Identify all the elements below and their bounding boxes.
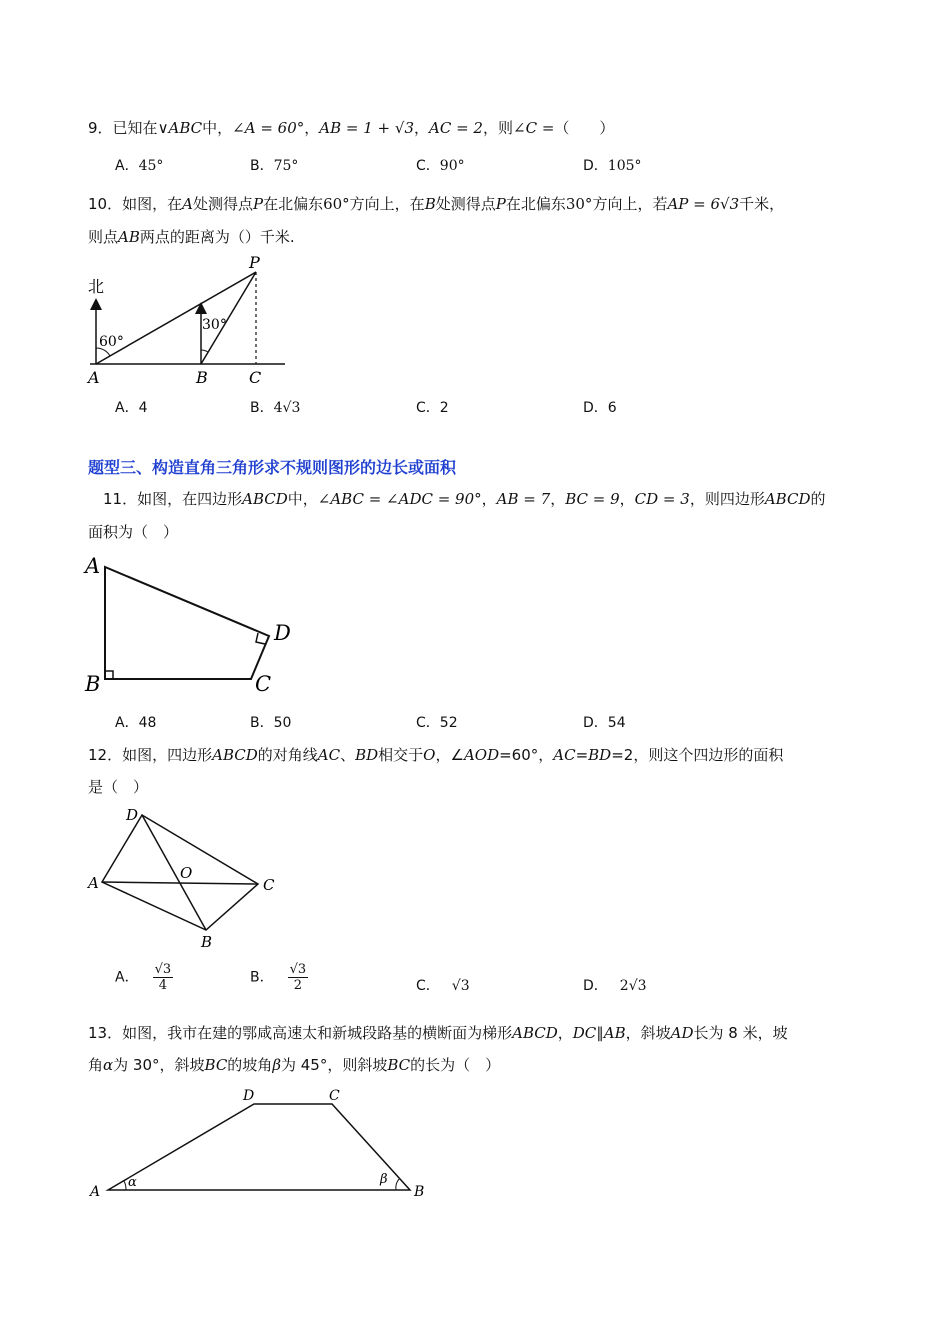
q9-stem: 9．已知在∨ABC中，∠A = 60°，AB = 1 + √3，AC = 2，则∠C =（ ）	[88, 119, 615, 137]
q9-option-d[interactable]: D．105°	[583, 158, 642, 174]
q10-option-b[interactable]: B．4√3	[250, 400, 301, 416]
q10-option-a[interactable]: A．4	[115, 400, 148, 416]
q10-option-d[interactable]: D．6	[583, 400, 617, 416]
q13-arc-alpha	[124, 1181, 126, 1190]
q12-point-b: B	[201, 933, 213, 951]
q11-stem-line1: 11．如图，在四边形ABCD中，∠ABC = ∠ADC = 90°，AB = 7，BC = 9，CD = 3，则四边形ABCD的	[103, 490, 826, 508]
q10-option-c[interactable]: C．2	[416, 400, 449, 416]
q12-option-a[interactable]: A． $\frac{√3}{4}$	[115, 962, 172, 993]
q10-point-c: C	[249, 368, 262, 387]
q9-option-c[interactable]: C．90°	[416, 158, 465, 174]
q12-option-c[interactable]: C． √3	[416, 978, 470, 994]
q11-point-c: C	[255, 672, 272, 696]
q11-point-a: A	[85, 554, 101, 578]
q12-figure	[80, 800, 285, 955]
q12-point-o: O	[180, 864, 193, 882]
q11-point-d: D	[274, 621, 291, 645]
q12-stem-line1: 12．如图，四边形ABCD的对角线AC、BD相交于O，∠AOD=60°，AC=BD=2，则这个四边形的面积	[88, 746, 784, 764]
q11-point-b: B	[85, 672, 101, 696]
q13-point-a: A	[90, 1184, 101, 1200]
q11-option-b[interactable]: B．50	[250, 715, 292, 731]
q12-point-d: D	[126, 806, 139, 824]
q13-figure	[80, 1082, 440, 1207]
q13-point-b: B	[414, 1184, 425, 1200]
q11-figure	[80, 552, 305, 698]
q11-right-angle-b	[105, 671, 113, 679]
q10-stem-line1: 10．如图，在A处测得点P在北偏东60°方向上，在B处测得点P在北偏东30°方向上，若AP = 6√3千米，	[88, 195, 785, 213]
q11-option-d[interactable]: D．54	[583, 715, 626, 731]
q11-number: 11．	[103, 490, 138, 508]
q11-option-a[interactable]: A．48	[115, 715, 157, 731]
q11-option-c[interactable]: C．52	[416, 715, 458, 731]
q10-number: 10．	[88, 195, 123, 213]
q10-figure	[80, 252, 295, 388]
q13-trapezoid	[108, 1104, 410, 1190]
q12-number: 12．	[88, 746, 123, 764]
q13-point-d: D	[243, 1088, 255, 1104]
q13-beta-label: β	[380, 1172, 388, 1187]
q10-north-label: 北	[88, 277, 105, 296]
q10-angle30-label: 30°	[202, 317, 227, 333]
q13-number: 13．	[88, 1024, 123, 1042]
q13-point-c: C	[329, 1088, 340, 1104]
section-heading: 题型三、构造直角三角形求不规则图形的边长或面积	[88, 458, 457, 477]
q10-point-p: P	[249, 253, 260, 272]
q12-stem-line2: 是（ ）	[88, 778, 149, 796]
q11-quadrilateral	[105, 567, 269, 679]
q12-point-a: A	[88, 874, 99, 892]
q13-stem-line2: 角α为 30°，斜坡BC的坡角β为 45°，则斜坡BC的长为（ ）	[88, 1056, 501, 1074]
q10-stem-line2: 则点AB两点的距离为（）千米.	[88, 228, 295, 246]
q9-option-b[interactable]: B．75°	[250, 158, 299, 174]
q11-stem-line2: 面积为（ ）	[88, 523, 179, 541]
q12-option-d[interactable]: D． 2√3	[583, 978, 647, 994]
q9-number: 9．	[88, 119, 113, 137]
q10-line-ap	[96, 272, 256, 364]
q13-stem-line1: 13．如图，我市在建的鄂咸高速太和新城段路基的横断面为梯形ABCD，DC∥AB，斜坡AD长为 8 米，坡	[88, 1024, 788, 1042]
q10-point-a: A	[88, 368, 100, 387]
q13-arc-beta	[396, 1179, 399, 1190]
q9-option-a[interactable]: A．45°	[115, 158, 164, 174]
q12-diagonal-bd	[142, 815, 206, 930]
q13-alpha-label: α	[128, 1175, 137, 1190]
q12-point-c: C	[263, 876, 275, 894]
q10-angle60-label: 60°	[99, 334, 124, 350]
q10-point-b: B	[196, 368, 208, 387]
q12-option-b[interactable]: B． $\frac{√3}{2}$	[250, 962, 307, 993]
q10-arc-30	[201, 350, 208, 352]
